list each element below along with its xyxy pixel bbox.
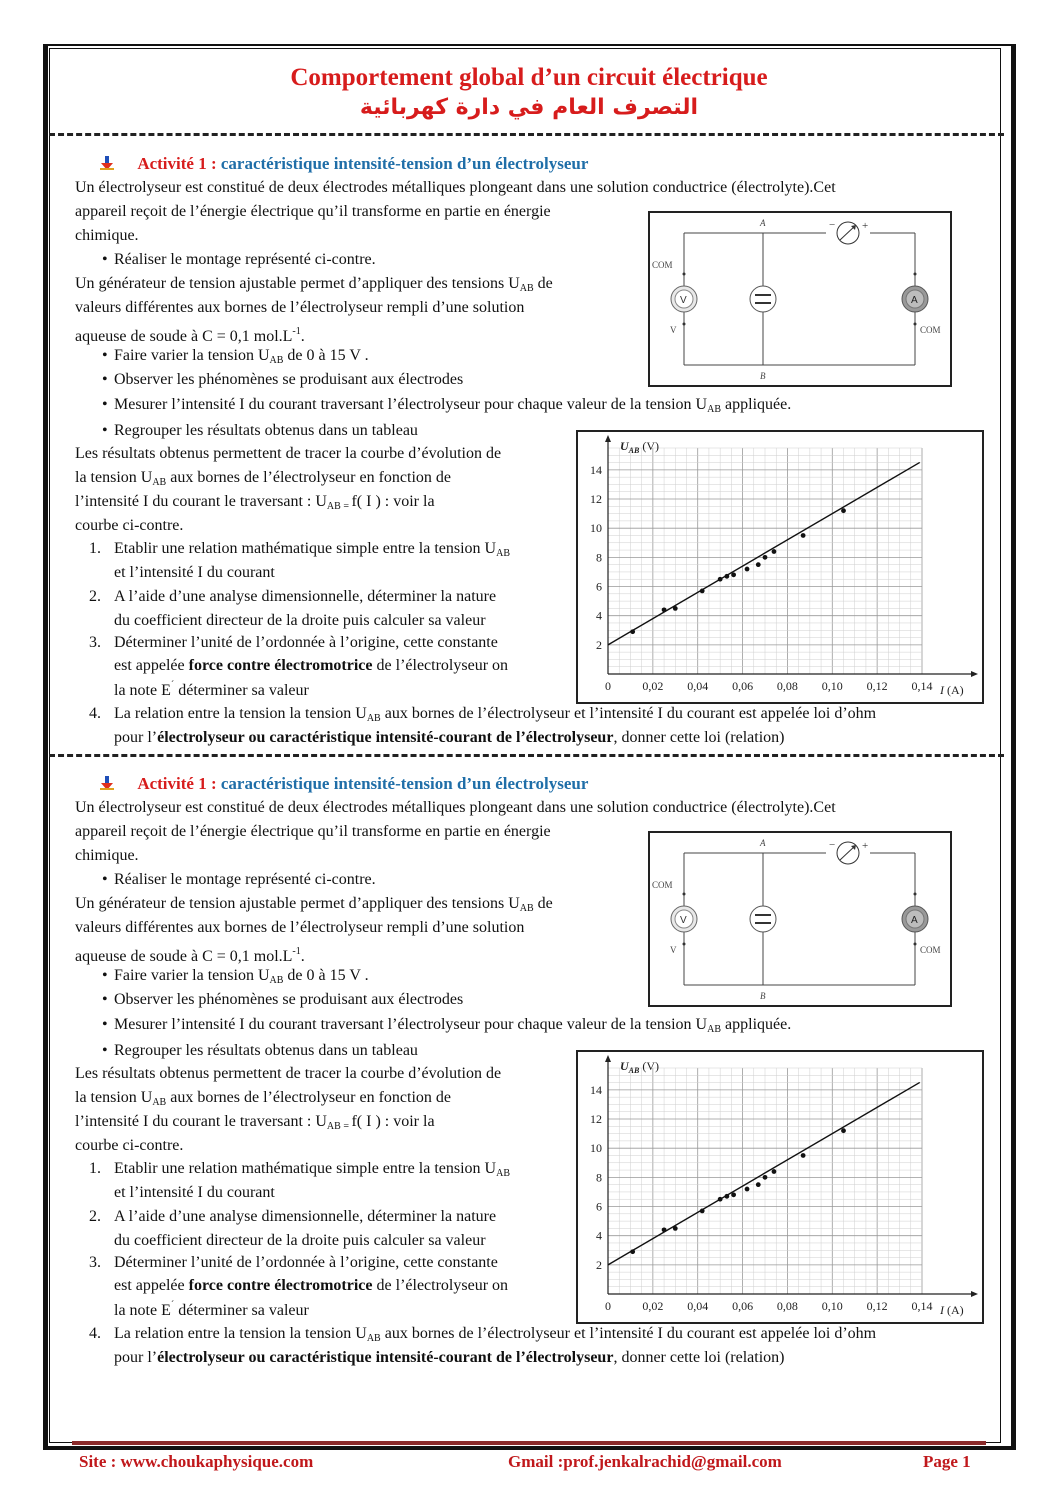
list-item [102, 396, 791, 415]
y-tick-label: 2 [596, 1257, 602, 1272]
data-point [745, 1187, 750, 1192]
subscript: AB [152, 477, 167, 488]
fit-line [608, 462, 920, 644]
x-axis-label [939, 683, 964, 697]
text: . [300, 948, 305, 965]
activity-label: Activité 1 : [137, 154, 217, 173]
y-axis-label-unit: (V) [639, 1059, 660, 1073]
x-axis-label [939, 1303, 964, 1317]
circuit-diagram [648, 831, 952, 1007]
chart-ticks [590, 1083, 933, 1313]
node-b-label: B [760, 371, 766, 381]
y-axis-label-sub: AB [628, 446, 640, 455]
question-number: 2. [89, 1208, 101, 1225]
data-point [724, 1194, 729, 1199]
x-tick-label: 0,04 [687, 679, 709, 693]
paragraph-line [75, 1088, 451, 1113]
data-point [731, 1192, 736, 1197]
text: Etablir une relation mathématique simple entre la tension U [114, 540, 497, 557]
text: la note E [114, 682, 171, 699]
com-right-label: COM [920, 325, 941, 335]
text: la tension U [75, 1089, 153, 1106]
subscript: AB [496, 548, 511, 559]
subscript: AB [269, 975, 284, 986]
com-left-label: COM [652, 880, 673, 890]
question-number: 1. [89, 1160, 101, 1177]
text: pour l’ [114, 1349, 158, 1366]
x-tick-label: 0,08 [776, 1299, 798, 1313]
y-tick-label: 14 [590, 462, 602, 477]
list-item [102, 991, 463, 1009]
y-tick-label: 8 [596, 550, 602, 565]
v-left-label: V [670, 325, 677, 335]
text: . [300, 328, 305, 345]
text: aux bornes de l’électrolyseur et l’intensité I du courant est appelée loi d’ohm [380, 705, 877, 722]
paragraph-line: valeurs différentes aux bornes de l’électrolyseur rempli d’une solution [75, 299, 525, 316]
data-point [662, 1227, 667, 1232]
data-point [630, 1249, 635, 1254]
electrolyser-icon [750, 906, 776, 932]
data-point [700, 588, 705, 593]
text: aux bornes de l’électrolyseur en fonction de [166, 469, 452, 486]
text: pour l’ [114, 729, 158, 746]
chart-ticks [590, 463, 933, 693]
chart-svg [578, 1052, 982, 1322]
list-item [102, 871, 376, 889]
list-item [102, 371, 463, 389]
arrow-down-icon [100, 776, 114, 790]
y-tick-label: 4 [596, 1228, 602, 1243]
subscript: = [340, 501, 352, 512]
footer-site: Site : www.choukaphysique.com [79, 1452, 314, 1471]
x-tick-label: 0,10 [821, 679, 843, 693]
subscript: AB [326, 501, 341, 512]
text: aqueuse de soude à C = 0,1 mol.L [75, 328, 293, 345]
page-title-arabic: التصرف العام في دارة كهربائية [359, 95, 699, 120]
com-left-label: COM [652, 260, 673, 270]
x-axis-arrow [971, 671, 978, 677]
text: aux bornes de l’électrolyseur en fonction de [166, 1089, 452, 1106]
activity-label: Activité 1 : [137, 774, 217, 793]
list-item [102, 967, 369, 986]
question-text [114, 657, 508, 675]
y-axis-label [620, 1059, 659, 1075]
superscript: ´ [170, 680, 175, 691]
paragraph-line: courbe ci-contre. [75, 1137, 184, 1154]
text-emphasis: force contre électromotrice [188, 657, 373, 674]
text: Faire varier la tension U [114, 967, 270, 984]
data-point [841, 1128, 846, 1133]
chart-panel [576, 430, 984, 704]
text: déterminer sa valeur [174, 1302, 309, 1319]
text: l’intensité I du courant le traversant : U [75, 1113, 327, 1130]
data-point [763, 555, 768, 560]
footer-page: Page 1 [923, 1452, 971, 1471]
y-axis-arrow [605, 435, 611, 442]
subscript: AB [707, 1024, 722, 1035]
x-tick-label: 0,02 [642, 679, 664, 693]
question-text [114, 1160, 510, 1179]
x-tick-label: 0,14 [911, 679, 933, 693]
x-tick-label: 0,02 [642, 1299, 664, 1313]
paragraph-line [75, 942, 305, 967]
subscript: AB [519, 283, 534, 294]
data-point [745, 567, 750, 572]
list-item [102, 347, 369, 366]
text-emphasis: électrolyseur ou caractéristique intensité-courant de l’électrolyseur [157, 1349, 614, 1366]
text: Un générateur de tension ajustable permet d’appliquer des tensions U [75, 895, 520, 912]
superscript: -1 [292, 946, 301, 957]
superscript: -1 [292, 326, 301, 337]
question-number: 4. [89, 705, 101, 722]
text: de 0 à 15 V . [283, 967, 369, 984]
question-text [114, 1349, 784, 1367]
activity-title: caractéristique intensité-tension d’un électrolyseur [220, 154, 589, 173]
list-item-text: Réaliser le montage représenté ci-contre. [114, 871, 376, 888]
arrow-down-icon [100, 156, 114, 170]
minus-label: − [829, 839, 836, 851]
question-text: Déterminer l’unité de l’ordonnée à l’origine, cette constante [114, 634, 498, 651]
x-axis-label-unit: (A) [944, 1303, 964, 1317]
data-point [756, 562, 761, 567]
question-number: 3. [89, 1254, 101, 1271]
y-tick-label: 12 [590, 492, 602, 507]
y-tick-label: 6 [596, 1199, 602, 1214]
question-item [89, 1208, 497, 1226]
y-tick-label: 10 [590, 521, 602, 536]
y-tick-label: 12 [590, 1112, 602, 1127]
question-text: et l’intensité I du courant [114, 1184, 275, 1201]
chart-fit-line [608, 462, 920, 644]
text: aux bornes de l’électrolyseur et l’intensité I du courant est appelée loi d’ohm [380, 1325, 877, 1342]
subscript: AB [707, 404, 722, 415]
list-item-text: Observer les phénomènes se produisant aux électrodes [114, 991, 464, 1008]
x-axis-label-unit: (A) [944, 683, 964, 697]
data-point [630, 629, 635, 634]
text: est appelée [114, 657, 189, 674]
list-item [102, 1042, 418, 1060]
footer-email: Gmail :prof.jenkalrachid@gmail.com [508, 1452, 782, 1471]
question-text: et l’intensité I du courant [114, 564, 275, 581]
paragraph-line: chimique. [75, 227, 139, 244]
subscript: = [340, 1121, 352, 1132]
x-axis-arrow [971, 1291, 978, 1297]
question-number: 2. [89, 588, 101, 605]
subscript: AB [269, 355, 284, 366]
activity-heading [100, 774, 588, 794]
question-item [89, 588, 497, 606]
node-b-label: B [760, 991, 766, 1001]
subscript: AB [519, 903, 534, 914]
text: appliquée. [721, 1016, 792, 1033]
question-text [114, 680, 309, 700]
paragraph-line [75, 492, 435, 517]
ammeter-label: A [911, 295, 918, 306]
superscript: ´ [170, 1300, 175, 1311]
data-point [801, 1153, 806, 1158]
y-tick-label: 6 [596, 579, 602, 594]
page-title: Comportement global d’un circuit électrique [290, 64, 768, 91]
question-item [89, 1254, 498, 1272]
ammeter-label: A [911, 915, 918, 926]
y-tick-label: 2 [596, 637, 602, 652]
y-tick-label: 14 [590, 1082, 602, 1097]
text: Etablir une relation mathématique simple entre la tension U [114, 1160, 497, 1177]
list-item [102, 251, 376, 269]
question-text [114, 729, 784, 747]
activity-section [0, 154, 1058, 774]
subscript: AB [366, 713, 381, 724]
text: de l’électrolyseur on [372, 1277, 509, 1294]
text: Mesurer l’intensité I du courant traversant l’électrolyseur pour chaque valeur de la tension U [114, 396, 708, 413]
plus-label: + [862, 220, 869, 232]
question-item [89, 540, 511, 559]
x-tick-label: 0,12 [866, 1299, 888, 1313]
question-text [114, 705, 876, 724]
paragraph-line: appareil reçoit de l’énergie électrique qu’il transforme en partie en énergie [75, 823, 551, 840]
question-text [114, 1300, 309, 1320]
x-tick-label: 0,06 [732, 679, 754, 693]
question-item [89, 705, 877, 724]
paragraph-line: chimique. [75, 847, 139, 864]
text-emphasis: électrolyseur ou caractéristique intensité-courant de l’électrolyseur [157, 729, 614, 746]
x-tick-label: 0,10 [821, 1299, 843, 1313]
question-text: Déterminer l’unité de l’ordonnée à l’origine, cette constante [114, 1254, 498, 1271]
text: de [533, 895, 553, 912]
circuit-svg [650, 833, 950, 1005]
question-text: A l’aide d’une analyse dimensionnelle, déterminer la nature [114, 588, 497, 605]
x-axis-label-main: I [940, 1303, 944, 1317]
y-tick-label: 10 [590, 1141, 602, 1156]
data-point [756, 1182, 761, 1187]
paragraph-line [75, 274, 553, 299]
paragraph-line: appareil reçoit de l’énergie électrique qu’il transforme en partie en énergie [75, 203, 551, 220]
chart-points [630, 508, 846, 634]
question-number: 3. [89, 634, 101, 651]
chart-fit-line [608, 1082, 920, 1264]
section-divider [49, 133, 1004, 136]
text: la note E [114, 1302, 171, 1319]
x-tick-label: 0,04 [687, 1299, 709, 1313]
data-point [772, 549, 777, 554]
plus-label: + [862, 840, 869, 852]
chart-svg [578, 432, 982, 702]
data-point [718, 577, 723, 582]
text: de l’électrolyseur on [372, 657, 509, 674]
question-text: A l’aide d’une analyse dimensionnelle, déterminer la nature [114, 1208, 497, 1225]
footer-rule [72, 1441, 986, 1445]
paragraph-line [75, 468, 451, 493]
question-item [89, 1325, 877, 1344]
paragraph-line [75, 1112, 435, 1137]
list-item-text: Observer les phénomènes se produisant aux électrodes [114, 371, 464, 388]
y-tick-label: 4 [596, 608, 602, 623]
data-point [673, 606, 678, 611]
x-tick-label: 0 [605, 1299, 611, 1313]
text: Un générateur de tension ajustable permet d’appliquer des tensions U [75, 275, 520, 292]
com-right-label: COM [920, 945, 941, 955]
subscript: AB [366, 1333, 381, 1344]
node-a-label: A [760, 218, 766, 228]
data-point [724, 574, 729, 579]
question-item [89, 1160, 511, 1179]
text: déterminer sa valeur [174, 682, 309, 699]
text: appliquée. [721, 396, 792, 413]
list-item-text: Regrouper les résultats obtenus dans un tableau [114, 422, 418, 439]
question-text: du coefficient directeur de la droite puis calculer sa valeur [114, 612, 486, 629]
data-point [662, 607, 667, 612]
x-tick-label: 0 [605, 679, 611, 693]
data-point [772, 1169, 777, 1174]
x-tick-label: 0,08 [776, 679, 798, 693]
activity-heading [100, 154, 588, 174]
subscript: AB [152, 1097, 167, 1108]
text: de [533, 275, 553, 292]
chart-points [630, 1128, 846, 1254]
minus-label: − [829, 219, 836, 231]
fit-line [608, 1082, 920, 1264]
list-item-text: Réaliser le montage représenté ci-contre. [114, 251, 376, 268]
data-point [731, 572, 736, 577]
y-tick-label: 8 [596, 1170, 602, 1185]
paragraph-line [75, 894, 553, 919]
text: aqueuse de soude à C = 0,1 mol.L [75, 948, 293, 965]
text: l’intensité I du courant le traversant : U [75, 493, 327, 510]
paragraph-line: valeurs différentes aux bornes de l’électrolyseur rempli d’une solution [75, 919, 525, 936]
paragraph-line: Les résultats obtenus permettent de tracer la courbe d’évolution de [75, 1065, 502, 1082]
text: f( I ) : voir la [351, 493, 435, 510]
chart-panel [576, 1050, 984, 1324]
question-text [114, 1277, 508, 1295]
question-number: 1. [89, 540, 101, 557]
circuit-svg [650, 213, 950, 385]
question-text: du coefficient directeur de la droite puis calculer sa valeur [114, 1232, 486, 1249]
paragraph-line: Un électrolyseur est constitué de deux électrodes métalliques plongeant dans une solution conductrice (électrolyte).Cet [75, 799, 836, 816]
text: La relation entre la tension la tension U [114, 1325, 367, 1342]
paragraph-line: courbe ci-contre. [75, 517, 184, 534]
y-axis-label [620, 439, 659, 455]
text: Mesurer l’intensité I du courant traversant l’électrolyseur pour chaque valeur de la tension U [114, 1016, 708, 1033]
y-axis-label-sub: AB [628, 1066, 640, 1075]
subscript: AB [496, 1168, 511, 1179]
x-tick-label: 0,12 [866, 679, 888, 693]
text: de 0 à 15 V . [283, 347, 369, 364]
y-axis-label-main: U [620, 1059, 629, 1073]
paragraph-line: Les résultats obtenus permettent de tracer la courbe d’évolution de [75, 445, 502, 462]
text: est appelée [114, 1277, 189, 1294]
voltmeter-label: V [680, 915, 687, 926]
data-point [718, 1197, 723, 1202]
data-point [841, 508, 846, 513]
text: Faire varier la tension U [114, 347, 270, 364]
paragraph-line [75, 322, 305, 347]
circuit-diagram [648, 211, 952, 387]
question-text [114, 1325, 876, 1344]
voltmeter-label: V [680, 295, 687, 306]
list-item-text: Regrouper les résultats obtenus dans un tableau [114, 1042, 418, 1059]
text: La relation entre la tension la tension U [114, 705, 367, 722]
data-point [801, 533, 806, 538]
question-text [114, 540, 510, 559]
chart-grid [608, 448, 922, 674]
x-tick-label: 0,06 [732, 1299, 754, 1313]
node-a-label: A [760, 838, 766, 848]
list-item [102, 422, 418, 440]
data-point [700, 1208, 705, 1213]
v-left-label: V [670, 945, 677, 955]
question-item [89, 634, 498, 652]
question-number: 4. [89, 1325, 101, 1342]
text: la tension U [75, 469, 153, 486]
y-axis-arrow [605, 1055, 611, 1062]
electrolyser-icon [750, 286, 776, 312]
text: , donner cette loi (relation) [613, 1349, 785, 1366]
text: f( I ) : voir la [351, 1113, 435, 1130]
y-axis-label-unit: (V) [639, 439, 660, 453]
data-point [763, 1175, 768, 1180]
subscript: AB [326, 1121, 341, 1132]
activity-section [0, 774, 1058, 1394]
data-point [673, 1226, 678, 1231]
x-tick-label: 0,14 [911, 1299, 933, 1313]
text-emphasis: force contre électromotrice [188, 1277, 373, 1294]
chart-grid [608, 1068, 922, 1294]
x-axis-label-main: I [940, 683, 944, 697]
activity-title: caractéristique intensité-tension d’un électrolyseur [220, 774, 589, 793]
paragraph-line: Un électrolyseur est constitué de deux électrodes métalliques plongeant dans une solution conductrice (électrolyte).Cet [75, 179, 836, 196]
list-item [102, 1016, 791, 1035]
text: , donner cette loi (relation) [613, 729, 785, 746]
y-axis-label-main: U [620, 439, 629, 453]
